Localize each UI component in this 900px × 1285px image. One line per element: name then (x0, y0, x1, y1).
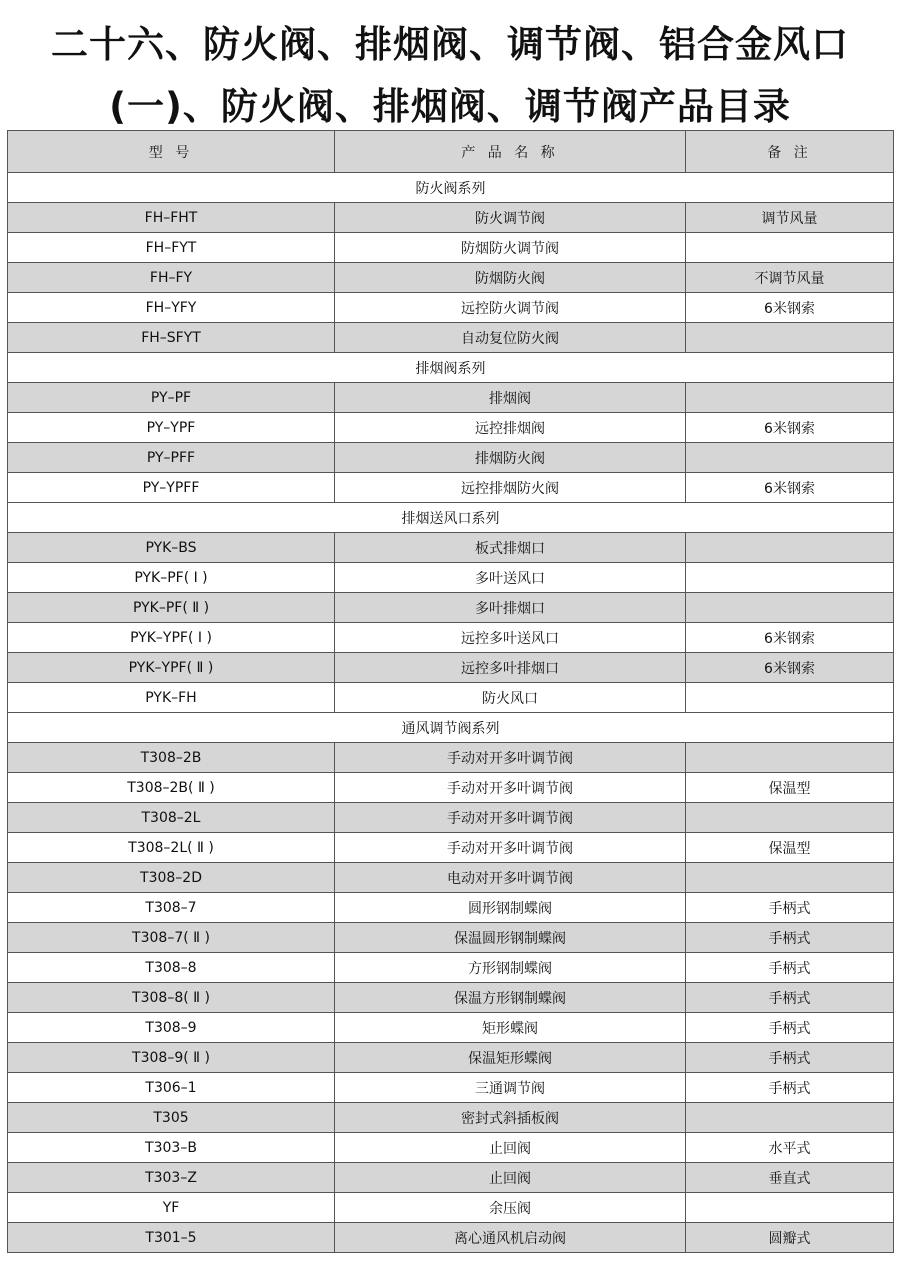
cell-name: 多叶送风口 (335, 563, 686, 593)
table-row (8, 1043, 894, 1073)
section-row (8, 713, 894, 743)
section-title: 排烟阀系列 (8, 353, 894, 383)
table-row (8, 473, 894, 503)
cell-note: 6米钢索 (686, 473, 894, 503)
cell-name: 余压阀 (335, 1193, 686, 1223)
cell-note (686, 1103, 894, 1133)
cell-name: 防火调节阀 (335, 203, 686, 233)
cell-note: 水平式 (686, 1133, 894, 1163)
table-row (8, 1133, 894, 1163)
cell-note: 6米钢索 (686, 653, 894, 683)
cell-model: T308–9( Ⅱ ) (8, 1043, 335, 1073)
cell-model: PYK–PF( Ⅱ ) (8, 593, 335, 623)
table-row (8, 923, 894, 953)
cell-model: T301–5 (8, 1223, 335, 1253)
cell-note: 垂直式 (686, 1163, 894, 1193)
cell-model: PYK–PF( Ⅰ ) (8, 563, 335, 593)
cell-name: 手动对开多叶调节阀 (335, 833, 686, 863)
cell-note (686, 533, 894, 563)
table-row (8, 893, 894, 923)
cell-name: 手动对开多叶调节阀 (335, 743, 686, 773)
cell-name: 多叶排烟口 (335, 593, 686, 623)
table-row (8, 233, 894, 263)
header-model: 型 号 (8, 131, 335, 173)
table-row (8, 533, 894, 563)
section-title: 通风调节阀系列 (8, 713, 894, 743)
table-row (8, 653, 894, 683)
cell-name: 离心通风机启动阀 (335, 1223, 686, 1253)
cell-name: 圆形钢制蝶阀 (335, 893, 686, 923)
cell-model: T308–2L (8, 803, 335, 833)
cell-model: FH–FY (8, 263, 335, 293)
cell-model: T308–8 (8, 953, 335, 983)
cell-model: T305 (8, 1103, 335, 1133)
cell-name: 排烟防火阀 (335, 443, 686, 473)
table-row (8, 953, 894, 983)
table-row (8, 773, 894, 803)
cell-name: 保温圆形钢制蝶阀 (335, 923, 686, 953)
cell-name: 防火风口 (335, 683, 686, 713)
cell-note: 保温型 (686, 833, 894, 863)
cell-note: 保温型 (686, 773, 894, 803)
table-row (8, 833, 894, 863)
cell-model: T308–2D (8, 863, 335, 893)
cell-note (686, 233, 894, 263)
cell-note: 手柄式 (686, 923, 894, 953)
cell-model: T308–7 (8, 893, 335, 923)
cell-name: 防烟防火调节阀 (335, 233, 686, 263)
cell-note: 6米钢索 (686, 293, 894, 323)
table-row (8, 263, 894, 293)
cell-note: 6米钢索 (686, 413, 894, 443)
cell-name: 自动复位防火阀 (335, 323, 686, 353)
cell-note (686, 863, 894, 893)
cell-name: 远控多叶排烟口 (335, 653, 686, 683)
cell-note (686, 383, 894, 413)
table-header-row (8, 131, 894, 173)
table-row (8, 1163, 894, 1193)
table-row (8, 563, 894, 593)
cell-name: 排烟阀 (335, 383, 686, 413)
cell-model: FH–FHT (8, 203, 335, 233)
page-subtitle: (一)、防火阀、排烟阀、调节阀产品目录 (109, 85, 791, 128)
table-row (8, 863, 894, 893)
cell-model: PYK–FH (8, 683, 335, 713)
cell-note: 不调节风量 (686, 263, 894, 293)
cell-model: T306–1 (8, 1073, 335, 1103)
cell-model: T308–2L( Ⅱ ) (8, 833, 335, 863)
table-row (8, 443, 894, 473)
cell-note: 手柄式 (686, 1013, 894, 1043)
table-body (8, 173, 894, 1253)
page-title: 二十六、防火阀、排烟阀、调节阀、铝合金风口 (51, 23, 849, 66)
cell-model: T308–7( Ⅱ ) (8, 923, 335, 953)
cell-name: 远控多叶送风口 (335, 623, 686, 653)
cell-note (686, 743, 894, 773)
table-row (8, 203, 894, 233)
cell-note (686, 563, 894, 593)
cell-model: FH–FYT (8, 233, 335, 263)
cell-note (686, 803, 894, 833)
cell-model: T308–9 (8, 1013, 335, 1043)
header-product-name: 产 品 名 称 (335, 131, 686, 173)
cell-name: 方形钢制蝶阀 (335, 953, 686, 983)
cell-model: PYK–YPF( Ⅱ ) (8, 653, 335, 683)
cell-name: 远控排烟防火阀 (335, 473, 686, 503)
cell-model: FH–SFYT (8, 323, 335, 353)
cell-name: 保温方形钢制蝶阀 (335, 983, 686, 1013)
cell-model: FH–YFY (8, 293, 335, 323)
cell-note: 手柄式 (686, 1043, 894, 1073)
section-title: 排烟送风口系列 (8, 503, 894, 533)
cell-name: 止回阀 (335, 1163, 686, 1193)
table-row (8, 1193, 894, 1223)
cell-name: 远控防火调节阀 (335, 293, 686, 323)
table-row (8, 413, 894, 443)
cell-name: 防烟防火阀 (335, 263, 686, 293)
section-row (8, 503, 894, 533)
cell-name: 手动对开多叶调节阀 (335, 803, 686, 833)
table-row (8, 323, 894, 353)
cell-model: T308–2B( Ⅱ ) (8, 773, 335, 803)
table-row (8, 293, 894, 323)
cell-model: PY–YPFF (8, 473, 335, 503)
cell-name: 矩形蝶阀 (335, 1013, 686, 1043)
cell-model: T303–B (8, 1133, 335, 1163)
cell-note: 圆瓣式 (686, 1223, 894, 1253)
table-row (8, 593, 894, 623)
cell-note (686, 1193, 894, 1223)
cell-model: PYK–YPF( Ⅰ ) (8, 623, 335, 653)
cell-name: 板式排烟口 (335, 533, 686, 563)
table-row (8, 1223, 894, 1253)
table-row (8, 743, 894, 773)
table-row (8, 983, 894, 1013)
cell-model: PY–PFF (8, 443, 335, 473)
cell-note (686, 443, 894, 473)
cell-name: 止回阀 (335, 1133, 686, 1163)
cell-model: PYK–BS (8, 533, 335, 563)
cell-note: 手柄式 (686, 893, 894, 923)
cell-model: T303–Z (8, 1163, 335, 1193)
table-row (8, 623, 894, 653)
cell-name: 密封式斜插板阀 (335, 1103, 686, 1133)
cell-model: YF (8, 1193, 335, 1223)
cell-note: 调节风量 (686, 203, 894, 233)
cell-note: 6米钢索 (686, 623, 894, 653)
cell-note: 手柄式 (686, 953, 894, 983)
section-row (8, 353, 894, 383)
table-row (8, 1103, 894, 1133)
table-row (8, 383, 894, 413)
cell-note (686, 593, 894, 623)
cell-model: T308–8( Ⅱ ) (8, 983, 335, 1013)
cell-note (686, 683, 894, 713)
table-row (8, 803, 894, 833)
product-catalog-table (7, 130, 894, 1253)
cell-name: 手动对开多叶调节阀 (335, 773, 686, 803)
cell-model: T308–2B (8, 743, 335, 773)
cell-model: PY–YPF (8, 413, 335, 443)
section-title: 防火阀系列 (8, 173, 894, 203)
cell-note: 手柄式 (686, 1073, 894, 1103)
table-row (8, 683, 894, 713)
table-row (8, 1013, 894, 1043)
cell-model: PY–PF (8, 383, 335, 413)
cell-name: 远控排烟阀 (335, 413, 686, 443)
cell-note: 手柄式 (686, 983, 894, 1013)
section-row (8, 173, 894, 203)
cell-note (686, 323, 894, 353)
cell-name: 三通调节阀 (335, 1073, 686, 1103)
table-row (8, 1073, 894, 1103)
header-note: 备 注 (686, 131, 894, 173)
cell-name: 保温矩形蝶阀 (335, 1043, 686, 1073)
cell-name: 电动对开多叶调节阀 (335, 863, 686, 893)
